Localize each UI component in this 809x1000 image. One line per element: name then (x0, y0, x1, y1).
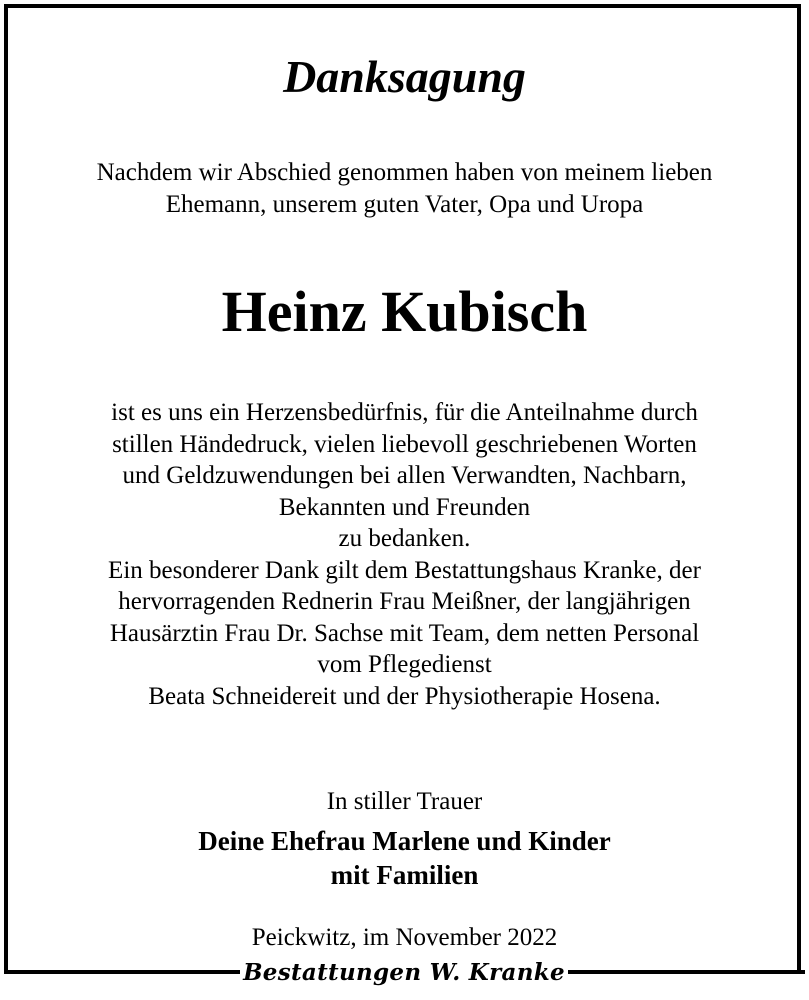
thanks-line: Ein besonderer Dank gilt dem Bestattungshaus Kranke, der (108, 556, 701, 584)
thanks-line: Bekannten und Freunden (278, 493, 531, 521)
notice-title: Danksagung (283, 51, 526, 102)
thanks-line: ist es uns ein Herzensbedürfnis, für die Anteilnahme durch (111, 399, 698, 426)
signer-line: mit Familien (330, 860, 479, 890)
place-date: Peickwitz, im November 2022 (251, 924, 558, 951)
thanks-line: Beata Schneidereit und der Physiotherapie Hosena. (148, 682, 661, 710)
intro-line: Ehemann, unserem guten Vater, Opa und Uropa (165, 191, 644, 218)
thanks-line: zu bedanken. (338, 525, 471, 552)
thanks-line: hervorragenden Rednerin Frau Meißner, der langjährigen (118, 588, 691, 615)
signer-line: Deine Ehefrau Marlene und Kinder (198, 826, 611, 856)
mourning-line: In stiller Trauer (326, 788, 483, 815)
frame-bottom-left-line (4, 970, 240, 974)
frame-bottom-right-line (568, 970, 805, 974)
thanks-line: stillen Händedruck, vielen liebevoll geschriebenen Worten (112, 430, 697, 458)
thanks-line: und Geldzuwendungen bei allen Verwandten, Nachbarn, (122, 462, 687, 489)
undertaker-signature: Bestattungen W. Kranke (243, 959, 565, 986)
signers (0, 824, 809, 892)
intro-text (0, 157, 809, 221)
thanks-text (0, 397, 809, 712)
thanks-line: vom Pflegedienst (317, 651, 492, 678)
deceased-name: Heinz Kubisch (221, 279, 588, 344)
intro-line: Nachdem wir Abschied genommen haben von meinem lieben (96, 159, 713, 186)
thanks-line: Hausärztin Frau Dr. Sachse mit Team, dem netten Personal (109, 619, 700, 647)
